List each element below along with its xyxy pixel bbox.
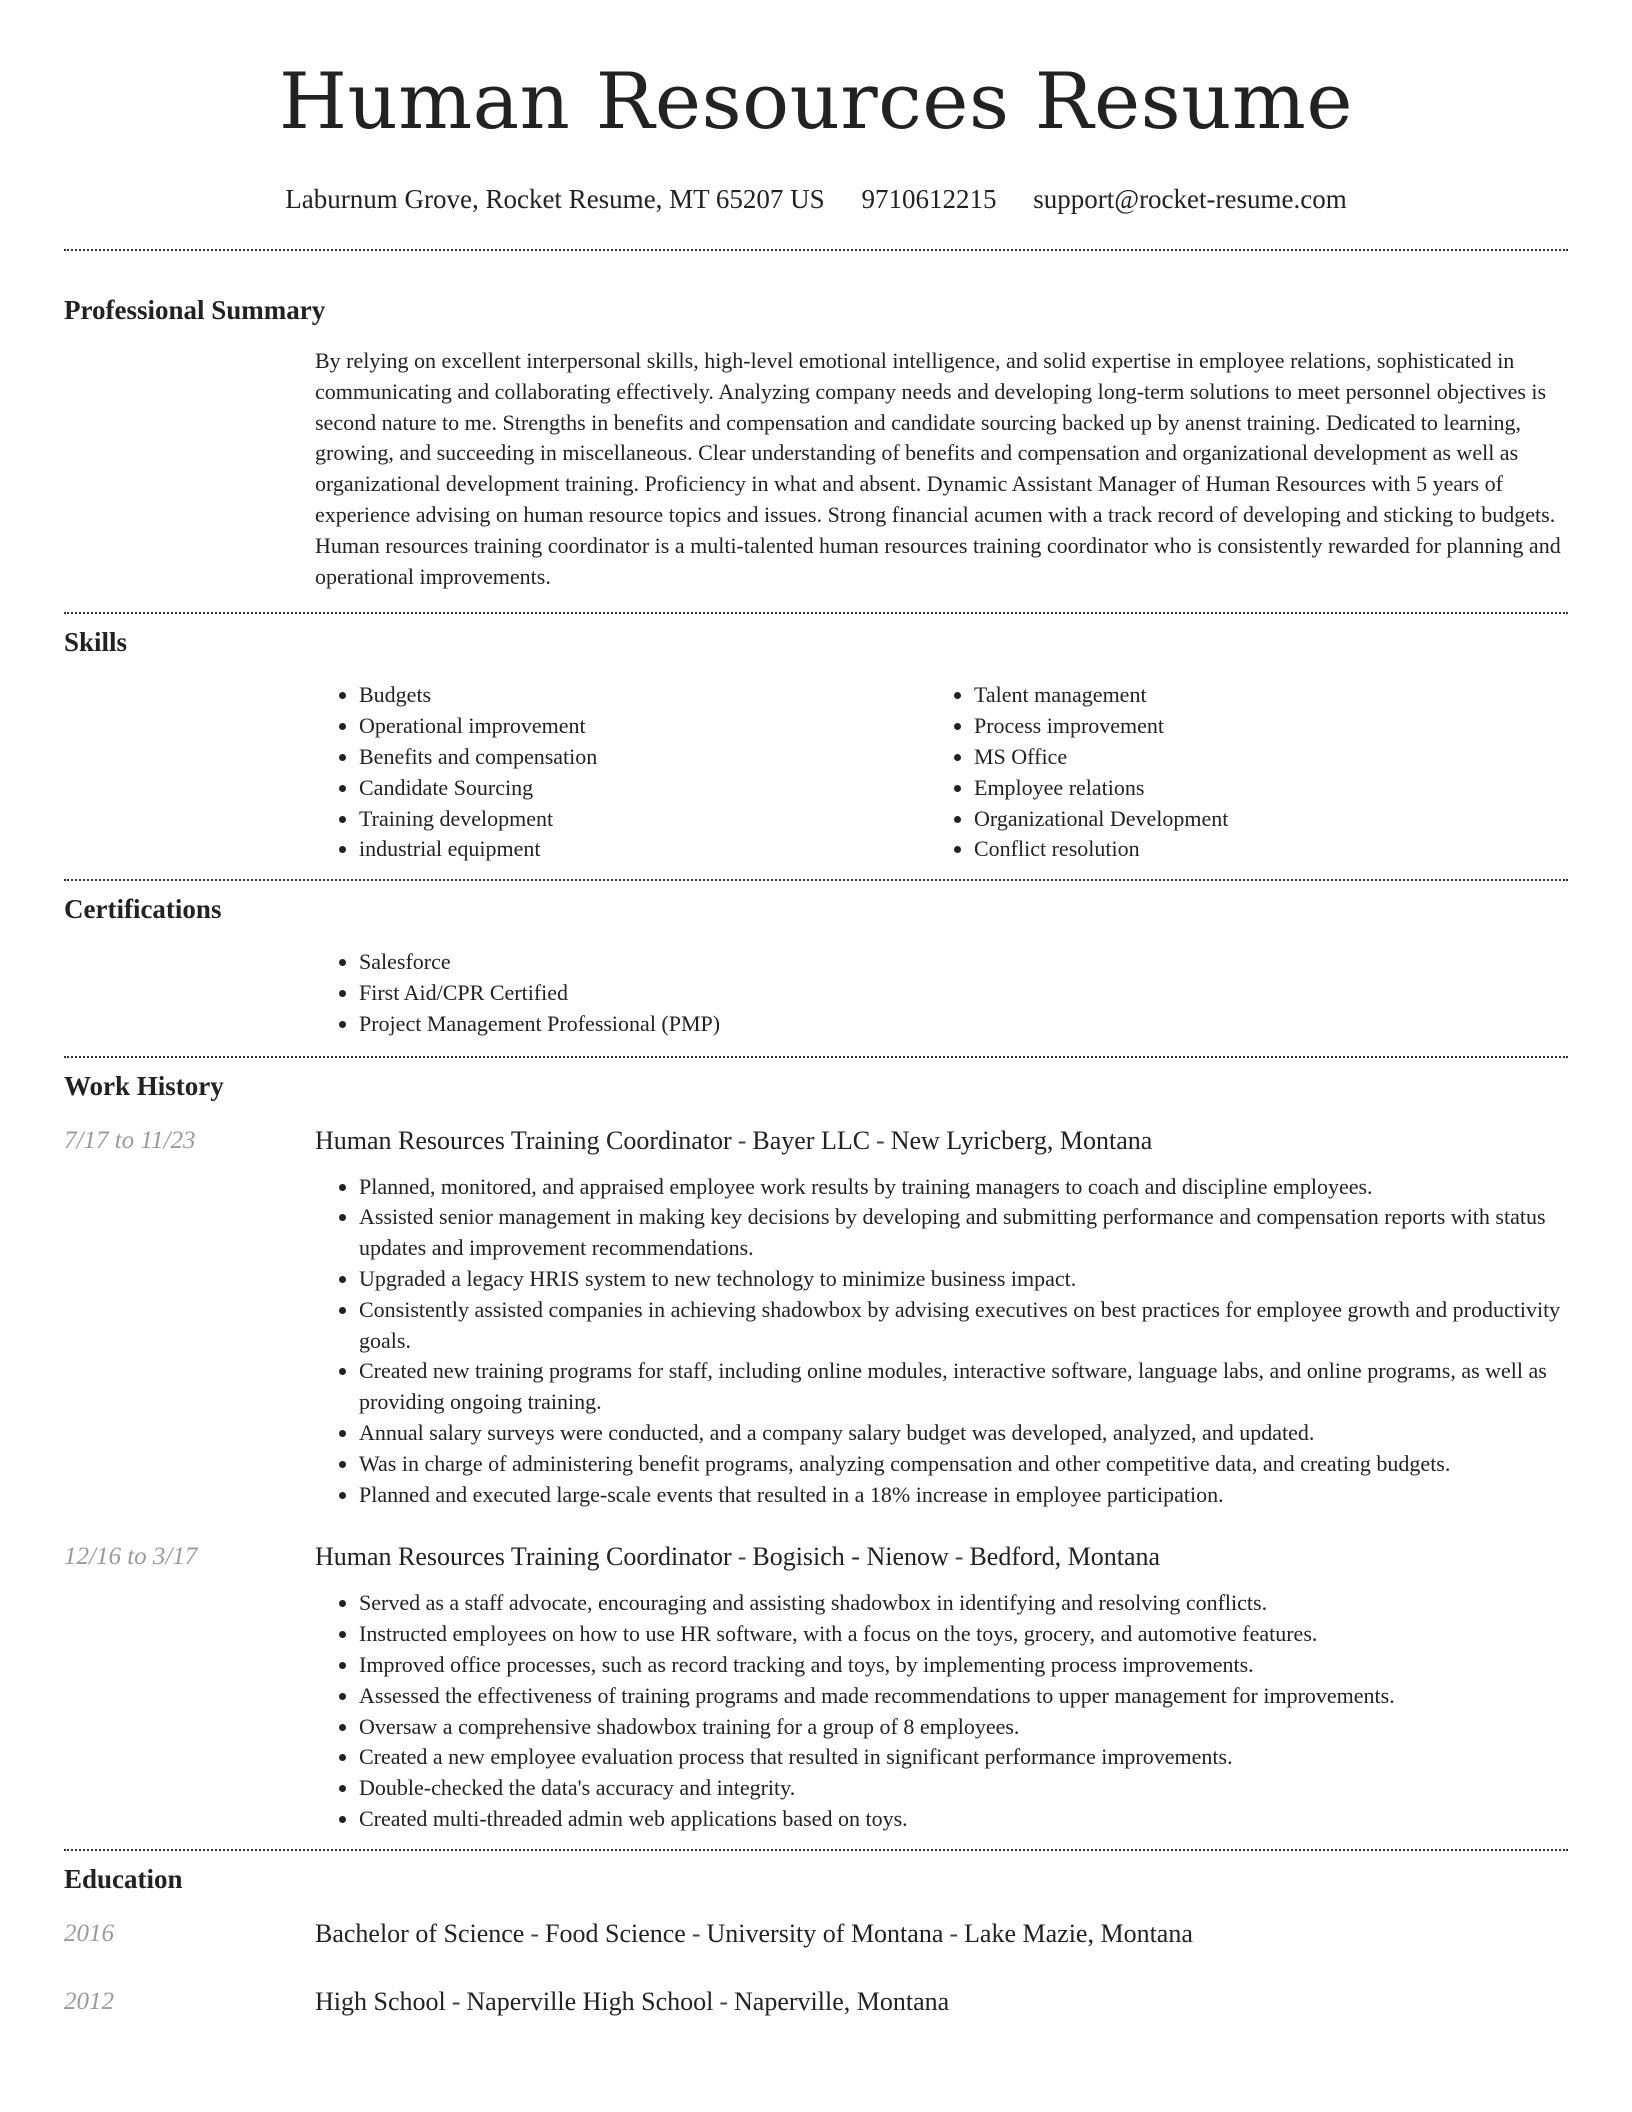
job-company: Bayer LLC	[752, 1125, 871, 1155]
job-location: New Lyricberg, Montana	[890, 1125, 1153, 1155]
contact-line	[64, 182, 1568, 216]
skill-item: • Employee relations	[974, 773, 1545, 804]
skill-item: • Training development	[359, 804, 930, 835]
job-bullet: • Assessed the effectiveness of training programs and made recommendations to upper management for improvements.	[359, 1681, 1568, 1712]
education-field: Food Science	[545, 1918, 686, 1948]
skills-column-right	[930, 680, 1545, 865]
contact-email: support@rocket-resume.com	[1033, 184, 1347, 214]
section-title-work-history: Work History	[64, 1070, 224, 1101]
education-date: 2016	[64, 1919, 114, 1947]
skills-column-left	[315, 680, 930, 865]
education-heading: High School - Naperville High School - Naperville, Montana	[315, 1986, 950, 2016]
job-bullet: • Created new training programs for staff, including online modules, interactive software, language labs, and online programs, as well as providing ongoing training.	[359, 1356, 1568, 1418]
job-bullet: • Assisted senior management in making key decisions by developing and submitting performance and compensation reports with status updates and improvement recommendations.	[359, 1202, 1568, 1264]
summary-section	[64, 251, 1568, 592]
job-location: Bedford, Montana	[969, 1542, 1161, 1572]
certifications-section	[64, 881, 1568, 1039]
certification-item: • Salesforce	[359, 947, 1568, 978]
education-school: Naperville High School	[466, 1986, 714, 2016]
section-title-summary: Professional Summary	[64, 295, 326, 325]
section-title-education: Education	[64, 1863, 183, 1894]
skill-item: • Talent management	[974, 680, 1545, 711]
skill-item: • Conflict resolution	[974, 834, 1545, 865]
skill-item: • Benefits and compensation	[359, 742, 930, 773]
certification-item: • First Aid/CPR Certified	[359, 978, 1568, 1009]
education-location: Naperville, Montana	[734, 1986, 950, 2016]
skill-item: • Candidate Sourcing	[359, 773, 930, 804]
job-company: Bogisich - Nienow	[752, 1542, 949, 1572]
job-bullet: • Improved office processes, such as record tracking and toys, by implementing process improvements.	[359, 1650, 1568, 1681]
education-heading: Bachelor of Science - Food Science - University of Montana - Lake Mazie, Montana	[315, 1918, 1193, 1948]
job-entry	[64, 1124, 1568, 1511]
job-heading: Human Resources Training Coordinator - Bayer LLC - New Lyricberg, Montana	[315, 1125, 1153, 1155]
section-title-skills: Skills	[64, 627, 128, 658]
job-bullet: • Oversaw a comprehensive shadowbox training for a group of 8 employees.	[359, 1712, 1568, 1743]
work-history-section	[64, 1058, 1568, 1835]
resume-title: Human Resources Resume	[278, 57, 1354, 147]
job-bullet: • Planned and executed large-scale events that resulted in a 18% increase in employee participation.	[359, 1480, 1568, 1511]
job-bullet: • Created multi-threaded admin web applications based on toys.	[359, 1804, 1568, 1835]
education-date: 2012	[64, 1987, 114, 2015]
education-school: University of Montana	[706, 1918, 944, 1948]
resume-page	[64, 0, 1568, 2019]
job-bullet: • Created a new employee evaluation process that resulted in significant performance improvements.	[359, 1742, 1568, 1773]
contact-address: Laburnum Grove, Rocket Resume, MT 65207 US	[285, 184, 825, 214]
job-heading: Human Resources Training Coordinator - Bogisich - Nienow - Bedford, Montana	[315, 1542, 1161, 1572]
job-bullet: • Instructed employees on how to use HR software, with a focus on the toys, grocery, and automotive features.	[359, 1619, 1568, 1650]
job-bullet: • Annual salary surveys were conducted, and a company salary budget was developed, analyzed, and updated.	[359, 1418, 1568, 1449]
job-date: 12/16 to 3/17	[64, 1543, 198, 1571]
skill-item: • industrial equipment	[359, 834, 930, 865]
section-title-certifications: Certifications	[64, 894, 222, 925]
education-entry	[64, 1985, 1568, 2019]
skill-item: • Operational improvement	[359, 711, 930, 742]
education-degree: Bachelor of Science	[315, 1918, 525, 1948]
job-bullet: • Consistently assisted companies in achieving shadowbox by advising executives on best practices for employee growth and productivity goals.	[359, 1295, 1568, 1357]
job-bullet: • Planned, monitored, and appraised employee work results by training managers to coach and discipline employees.	[359, 1172, 1568, 1203]
skill-item: • Organizational Development	[974, 804, 1545, 835]
skill-item: • Budgets	[359, 680, 930, 711]
job-title: Human Resources Training Coordinator	[315, 1542, 732, 1572]
job-date: 7/17 to 11/23	[64, 1126, 196, 1154]
skills-section	[64, 614, 1568, 865]
summary-text: By relying on excellent interpersonal skills, high-level emotional intelligence, and solid expertise in employee relations, sophisticated in communicating and collaborating effectively. Analyzing company needs and developing long-term solutions to meet personnel objectives is second nature to me. Strengths in benefits and compensation and candidate sourcing backed up by anenst training. Dedicated to learning, growing, and succeeding in miscellaneous. Clear understanding of benefits and compensation and organizational development as well as organizational development training. Proficiency in what and absent. Dynamic Assistant Manager of Human Resources with 5 years of experience advising on human resource topics and issues. Strong financial acumen with a track record of developing and sticking to budgets. Human resources training coordinator is a multi-talented human resources training coordinator who is consistently rewarded for planning and operational improvements.	[315, 348, 1561, 589]
education-entry	[64, 1917, 1568, 1951]
education-section	[64, 1851, 1568, 2019]
education-degree: High School	[315, 1986, 446, 2016]
education-location: Lake Mazie, Montana	[964, 1918, 1193, 1948]
skill-item: • Process improvement	[974, 711, 1545, 742]
job-bullet: • Served as a staff advocate, encouraging and assisting shadowbox in identifying and resolving conflicts.	[359, 1588, 1568, 1619]
job-bullet: • Upgraded a legacy HRIS system to new technology to minimize business impact.	[359, 1264, 1568, 1295]
contact-phone: 9710612215	[861, 184, 997, 214]
skill-item: • MS Office	[974, 742, 1545, 773]
job-bullet: • Double-checked the data's accuracy and integrity.	[359, 1773, 1568, 1804]
job-entry	[64, 1540, 1568, 1834]
certification-item: • Project Management Professional (PMP)	[359, 1009, 1568, 1040]
job-bullet: • Was in charge of administering benefit programs, analyzing compensation and other competitive data, and creating budgets.	[359, 1449, 1568, 1480]
job-title: Human Resources Training Coordinator	[315, 1125, 732, 1155]
